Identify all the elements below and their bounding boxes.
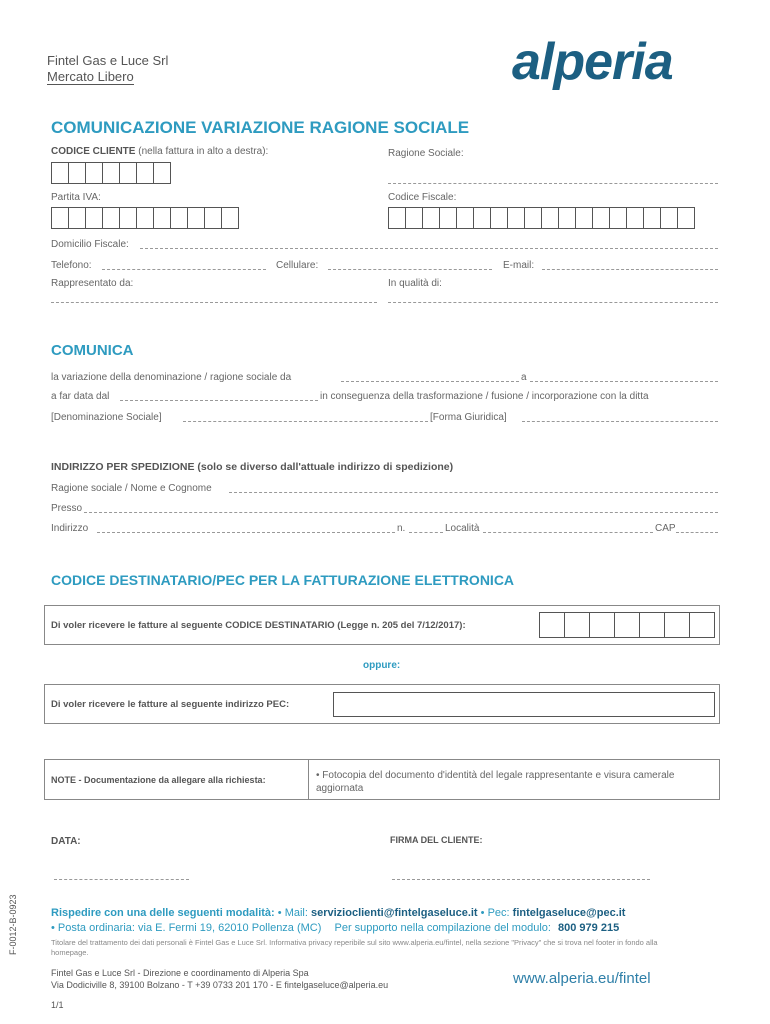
- comunica-line3-a: [Denominazione Sociale]: [51, 412, 162, 423]
- codice-destinatario-label: Di voler ricevere le fatture al seguente CODICE DESTINATARIO (Legge n. 205 del 7/12/2017):: [51, 620, 466, 631]
- alperia-logo: alperia: [512, 33, 673, 91]
- codice-cliente-bold: CODICE CLIENTE: [51, 146, 136, 157]
- codice-destinatario-boxes[interactable]: [540, 612, 715, 638]
- comunica-title: COMUNICA: [51, 342, 134, 359]
- comunica-line3-b: [Forma Giuridica]: [430, 412, 507, 423]
- denominazione-da-field[interactable]: [341, 381, 519, 382]
- numero-field[interactable]: [409, 532, 443, 533]
- pec-link[interactable]: fintelgaseluce@pec.it: [512, 907, 626, 919]
- partita-iva-label: Partita IVA:: [51, 192, 101, 203]
- rappresentato-label: Rappresentato da:: [51, 278, 134, 289]
- note-divider: [308, 759, 309, 800]
- note-bullet: • Fotocopia del documento d'identità del legale rappresentante e visura camerale aggiornata: [316, 770, 675, 794]
- codice-fiscale-label: Codice Fiscale:: [388, 192, 457, 203]
- partita-iva-boxes[interactable]: [52, 207, 239, 229]
- spedizione-ragione-label: Ragione sociale / Nome e Cognome: [51, 483, 212, 494]
- codice-fiscale-boxes[interactable]: [389, 207, 695, 229]
- codice-cliente-label: [51, 146, 268, 157]
- pec-label: Di voler ricevere le fatture al seguente indirizzo PEC:: [51, 699, 290, 710]
- firma-label: FIRMA DEL CLIENTE:: [390, 835, 483, 845]
- mail-label: • Mail:: [277, 907, 308, 919]
- ragione-sociale-field[interactable]: [388, 183, 718, 184]
- rispedire-line: [51, 907, 625, 919]
- rappresentato-field[interactable]: [51, 302, 377, 303]
- privacy-note: Titolare del trattamento dei dati personali è Fintel Gas e Luce Srl. Informativa privacy reperibile sul sito www.alperia.eu/fintel, nella sezione "Privacy" che si trova nel footer in fondo alla homepage.: [51, 938, 658, 957]
- company-name: Fintel Gas e Luce Srl: [47, 53, 169, 68]
- cap-label: CAP: [655, 523, 676, 534]
- note-label: NOTE - Documentazione da allegare alla richiesta:: [51, 775, 266, 785]
- pec-input[interactable]: [333, 692, 715, 717]
- comunica-line2-a: a far data dal: [51, 391, 110, 402]
- posta-line: [51, 922, 619, 934]
- supporto-text: Per supporto nella compilazione del modulo:: [334, 922, 551, 934]
- indirizzo-label: Indirizzo: [51, 523, 89, 534]
- comunica-line1-a: la variazione della denominazione / ragione sociale da: [51, 372, 292, 383]
- in-qualita-label: In qualità di:: [388, 278, 442, 289]
- email-label: E-mail:: [503, 260, 535, 271]
- data-field[interactable]: [54, 879, 189, 880]
- spedizione-ragione-field[interactable]: [229, 492, 718, 493]
- oppure-label: oppure:: [363, 660, 401, 671]
- in-qualita-field[interactable]: [388, 302, 718, 303]
- support-phone: 800 979 215: [558, 922, 620, 934]
- denominazione-a-field[interactable]: [530, 381, 718, 382]
- rispedire-label: Rispedire con una delle seguenti modalità:: [51, 907, 275, 919]
- company-line: Fintel Gas e Luce Srl - Direzione e coordinamento di Alperia Spa: [51, 968, 309, 978]
- presso-field[interactable]: [84, 512, 718, 513]
- cellulare-field[interactable]: [328, 269, 492, 270]
- comunica-line1-b: a: [521, 372, 527, 383]
- pec-footer-label: • Pec:: [480, 907, 510, 919]
- indirizzo-field[interactable]: [97, 532, 395, 533]
- spedizione-title: INDIRIZZO PER SPEDIZIONE (solo se diverso dall'attuale indirizzo di spedizione): [51, 461, 454, 473]
- numero-label: n.: [397, 523, 406, 534]
- far-data-field[interactable]: [120, 400, 318, 401]
- cap-field[interactable]: [676, 532, 718, 533]
- form-code: F-0012-B-0923: [8, 894, 18, 955]
- cellulare-label: Cellulare:: [276, 260, 319, 271]
- denominazione-sociale-field[interactable]: [183, 421, 428, 422]
- data-label: DATA:: [51, 836, 81, 847]
- localita-field[interactable]: [483, 532, 653, 533]
- address-line: Via Dodiciville 8, 39100 Bolzano - T +39 0733 201 170 - E fintelgaseluce@alperia.eu: [51, 980, 389, 990]
- forma-giuridica-field[interactable]: [522, 421, 718, 422]
- page-number: 1/1: [51, 1000, 64, 1010]
- codice-cliente-boxes[interactable]: [52, 162, 171, 184]
- fatturazione-title: CODICE DESTINATARIO/PEC PER LA FATTURAZIONE ELETTRONICA: [51, 572, 515, 588]
- comunica-line2-b: in conseguenza della trasformazione / fusione / incorporazione con la ditta: [320, 391, 649, 402]
- domicilio-field[interactable]: [140, 248, 718, 249]
- telefono-field[interactable]: [102, 269, 266, 270]
- domicilio-label: Domicilio Fiscale:: [51, 239, 129, 250]
- posta-text: • Posta ordinaria: via E. Fermi 19, 62010 Pollenza (MC): [51, 922, 322, 934]
- email-field[interactable]: [542, 269, 718, 270]
- firma-field[interactable]: [392, 879, 650, 880]
- market-label: Mercato Libero: [47, 69, 134, 84]
- form-title: COMUNICAZIONE VARIAZIONE RAGIONE SOCIALE: [51, 118, 470, 137]
- website-link[interactable]: www.alperia.eu/fintel: [513, 970, 651, 987]
- localita-label: Località: [445, 523, 480, 534]
- mail-link[interactable]: servizioclienti@fintelgaseluce.it: [310, 907, 478, 919]
- presso-label: Presso: [51, 503, 83, 514]
- codice-cliente-hint: (nella fattura in alto a destra):: [138, 146, 269, 157]
- ragione-sociale-label: Ragione Sociale:: [388, 148, 464, 159]
- telefono-label: Telefono:: [51, 260, 92, 271]
